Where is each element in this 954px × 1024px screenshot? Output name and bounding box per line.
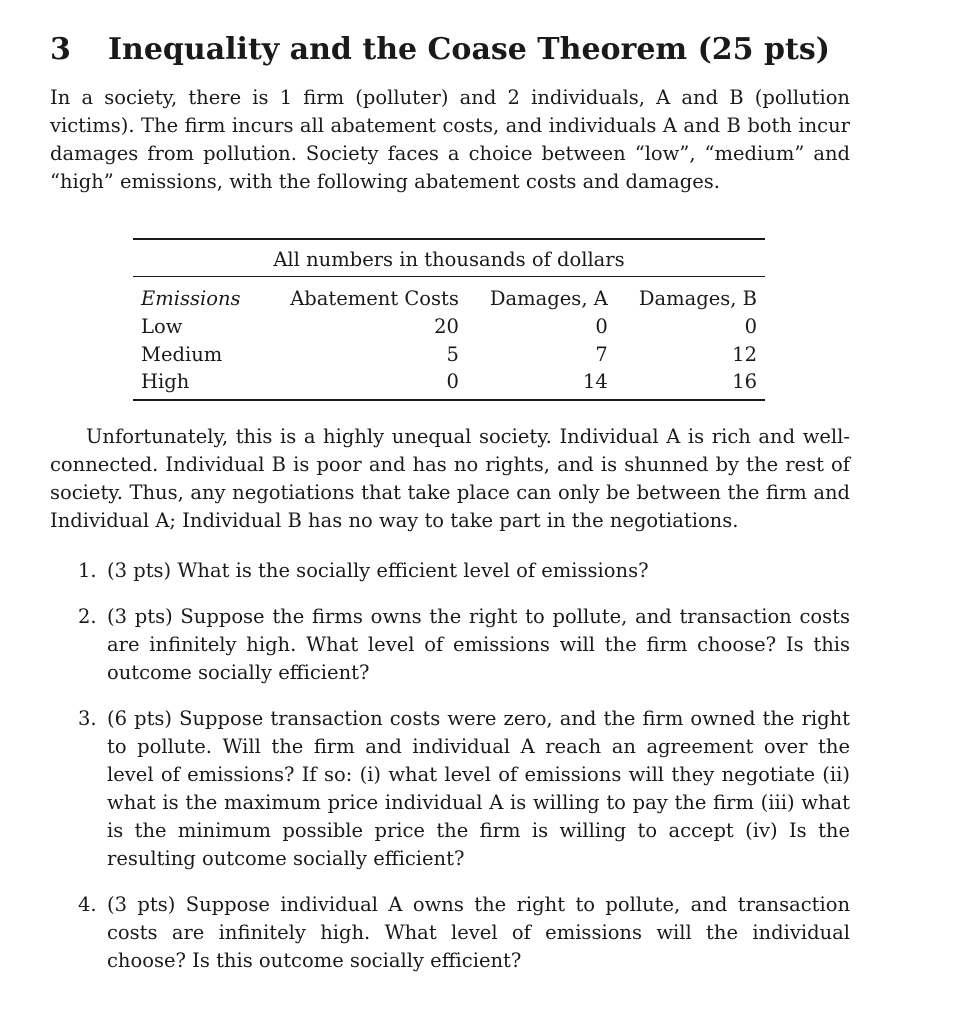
section-number: 3 — [50, 32, 71, 67]
header-emissions: Emissions — [141, 287, 241, 310]
cell-emissions: Medium — [141, 342, 223, 366]
question-text: (3 pts) Suppose individual A owns the right to pollute, and transaction costs are infinitely high. What level of emissions will the individual choose? Is this outcome socially efficient? — [107, 892, 850, 972]
question-item-3 — [50, 705, 850, 873]
question-marker: 4. — [78, 892, 97, 916]
table-row-low — [133, 313, 765, 341]
question-list — [50, 557, 850, 975]
header-damages-b: Damages, B — [638, 287, 757, 310]
header-abatement-costs: Abatement Costs — [290, 287, 459, 310]
header-damages-a: Damages, A — [489, 287, 608, 310]
cost-damage-table — [133, 238, 765, 401]
question-item-2 — [50, 603, 850, 687]
question-marker: 1. — [78, 558, 97, 582]
table-caption-row — [133, 239, 765, 277]
cell-abatement-costs: 5 — [446, 342, 459, 366]
question-text: (3 pts) What is the socially efficient level of emissions? — [107, 558, 649, 582]
question-text: (6 pts) Suppose transaction costs were zero, and the firm owned the right to pollute. Will the firm and individual A reach an agreement over the level of emissions? If so: (i) what level of emissions will they negotiate (ii) what is the maximum price individual A is willing to pay the firm (iii) what is the minimum possible price the firm is willing to accept (iv) Is the resulting outcome socially efficient? — [107, 706, 850, 870]
table-header-row — [133, 277, 765, 314]
cell-damages-a: 14 — [467, 368, 616, 400]
cell-damages-b: 16 — [616, 368, 765, 400]
cell-abatement-costs: 20 — [434, 315, 459, 338]
document-page — [50, 30, 850, 993]
question-marker: 3. — [78, 706, 97, 730]
cell-emissions: Low — [141, 315, 183, 338]
cell-abatement-costs: 0 — [261, 368, 466, 400]
question-text: (3 pts) Suppose the firms owns the right to pollute, and transaction costs are infinitely high. What level of emissions will the firm choose? Is this outcome socially efficient? — [107, 604, 850, 684]
question-item-4 — [50, 891, 850, 975]
section-heading — [50, 30, 850, 70]
question-marker: 2. — [78, 604, 97, 628]
question-item-1 — [50, 557, 850, 585]
cell-damages-b: 0 — [744, 315, 757, 338]
cell-damages-b: 12 — [732, 342, 757, 366]
cell-damages-a: 7 — [595, 342, 608, 366]
context-paragraph: Unfortunately, this is a highly unequal society. Individual A is rich and well-connected. Individual B is poor and has no rights, and is shunned by the rest of society. Thus, any negotiations that take place can only be between the firm and Individual A; Individual B has no way to take part in the negotiations. — [50, 424, 850, 532]
cost-table-container — [133, 238, 765, 401]
intro-paragraph: In a society, there is 1 firm (polluter) and 2 individuals, A and B (pollution victims). The firm incurs all abatement costs, and individuals A and B both incur damages from pollution. Society faces a choice between “low”, “medium” and “high” emissions, with the following abatement costs and damages. — [50, 86, 850, 193]
section-title: Inequality and the Coase Theorem (25 pts) — [108, 32, 830, 67]
cell-emissions: High — [133, 368, 261, 400]
table-row-medium — [133, 341, 765, 369]
table-caption: All numbers in thousands of dollars — [133, 239, 765, 277]
cell-damages-a: 0 — [595, 315, 608, 338]
table-row-high — [133, 368, 765, 400]
